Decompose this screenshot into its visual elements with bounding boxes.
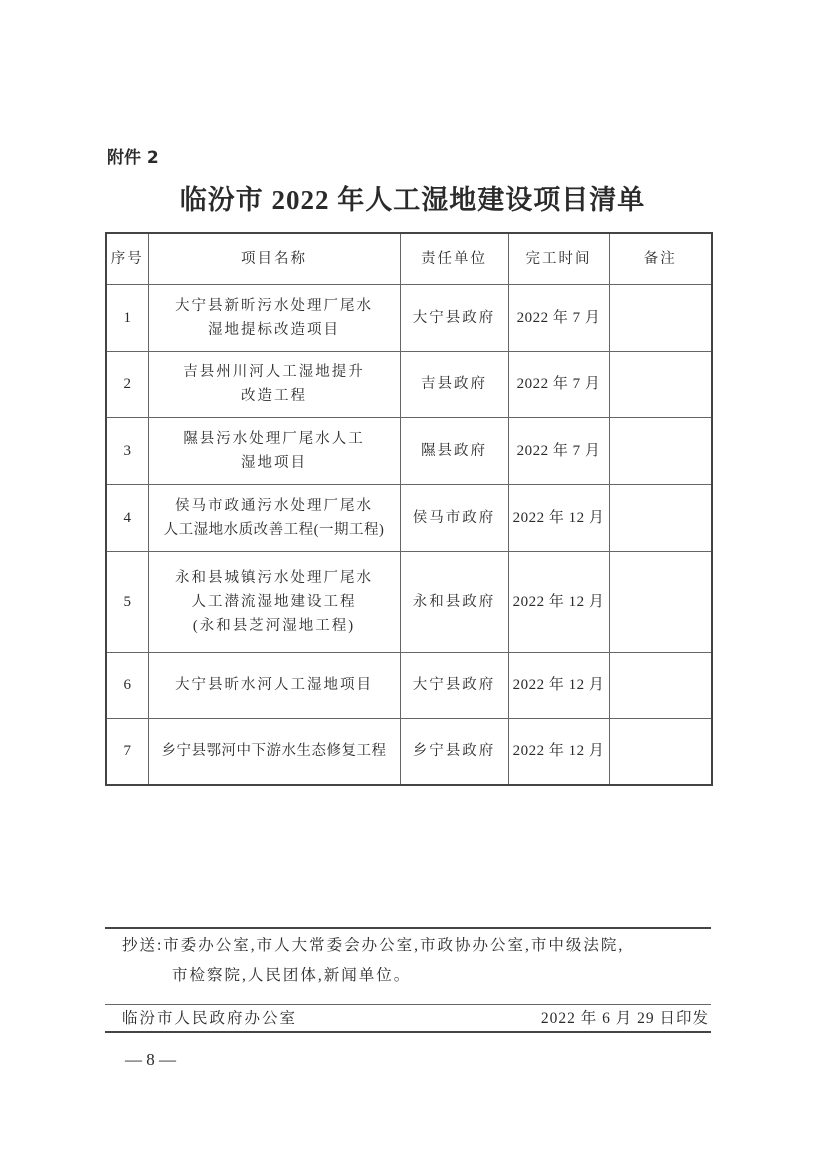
- note: [609, 652, 712, 718]
- project-name: [148, 652, 400, 718]
- project-name-line: 隰县污水处理厂尾水人工: [183, 430, 365, 447]
- project-name-line: (永和县芝河湿地工程): [192, 617, 356, 634]
- cc-line-2: 市检察院,人民团体,新闻单位。: [172, 967, 412, 984]
- header-time: 完工时间: [508, 233, 609, 284]
- note: [609, 284, 712, 351]
- divider: [105, 1004, 711, 1005]
- project-name: [148, 718, 400, 785]
- table-row: [106, 652, 712, 718]
- row-no: 1: [106, 284, 148, 351]
- row-no: 7: [106, 718, 148, 785]
- attachment-label: 附件 2: [107, 148, 159, 168]
- issue-date: 2022 年 6 月 29 日印发: [540, 1010, 709, 1027]
- project-name-line: 侯马市政通污水处理厂尾水: [175, 497, 373, 514]
- table-row: [106, 351, 712, 417]
- project-name-line: 吉县州川河人工湿地提升: [183, 364, 365, 380]
- responsible-unit: 乡宁县政府: [400, 718, 508, 785]
- responsible-unit: 隰县政府: [400, 417, 508, 484]
- completion-time: 2022 年 12 月: [508, 718, 609, 785]
- completion-time: 2022 年 12 月: [508, 551, 609, 652]
- row-no: 5: [106, 551, 148, 652]
- row-no: 3: [106, 417, 148, 484]
- table-header-row: [106, 233, 712, 284]
- project-name: [148, 284, 400, 351]
- header-unit: 责任单位: [400, 233, 508, 284]
- note: [609, 551, 712, 652]
- table-row: [106, 718, 712, 785]
- table-row: [106, 284, 712, 351]
- row-no: 2: [106, 351, 148, 417]
- responsible-unit: 大宁县政府: [400, 652, 508, 718]
- row-no: 4: [106, 484, 148, 551]
- project-name: [148, 417, 400, 484]
- completion-time: 2022 年 12 月: [508, 652, 609, 718]
- note: [609, 417, 712, 484]
- header-no: 序号: [106, 233, 148, 284]
- completion-time: 2022 年 7 月: [508, 284, 609, 351]
- table-row: [106, 417, 712, 484]
- responsible-unit: 侯马市政府: [400, 484, 508, 551]
- project-name: [148, 484, 400, 551]
- divider: [105, 1031, 711, 1033]
- responsible-unit: 吉县政府: [400, 351, 508, 417]
- project-name-line: 人工湿地水质改善工程(一期工程): [163, 521, 385, 538]
- project-name-line: 大宁县昕水河人工湿地项目: [175, 677, 373, 693]
- cc-line-1: 抄送:市委办公室,市人大常委会办公室,市政协办公室,市中级法院,: [122, 937, 625, 954]
- project-name: [148, 551, 400, 652]
- project-name-line: 湿地提标改造项目: [208, 321, 340, 338]
- responsible-unit: 永和县政府: [400, 551, 508, 652]
- issuer: 临汾市人民政府办公室: [122, 1010, 298, 1027]
- project-name-line: 永和县城镇污水处理厂尾水: [175, 569, 373, 586]
- project-name-line: 湿地项目: [241, 454, 307, 471]
- note: [609, 718, 712, 785]
- completion-time: 2022 年 12 月: [508, 484, 609, 551]
- header-name: 项目名称: [148, 233, 400, 284]
- row-no: 6: [106, 652, 148, 718]
- note: [609, 484, 712, 551]
- project-name-line: 乡宁县鄂河中下游水生态修复工程: [161, 743, 387, 760]
- completion-time: 2022 年 7 月: [508, 417, 609, 484]
- project-name: [148, 351, 400, 417]
- project-name-line: 大宁县新昕污水处理厂尾水: [175, 297, 373, 314]
- responsible-unit: 大宁县政府: [400, 284, 508, 351]
- completion-time: 2022 年 7 月: [508, 351, 609, 417]
- note: [609, 351, 712, 417]
- header-note: 备注: [609, 233, 712, 284]
- page-number: — 8 —: [125, 1050, 176, 1069]
- divider: [105, 927, 711, 929]
- project-table: [105, 232, 713, 786]
- project-name-line: 改造工程: [241, 388, 307, 404]
- table-row: [106, 484, 712, 551]
- document-title: 临汾市 2022 年人工湿地建设项目清单: [179, 185, 646, 215]
- table-row: [106, 551, 712, 652]
- project-name-line: 人工潜流湿地建设工程: [191, 593, 357, 610]
